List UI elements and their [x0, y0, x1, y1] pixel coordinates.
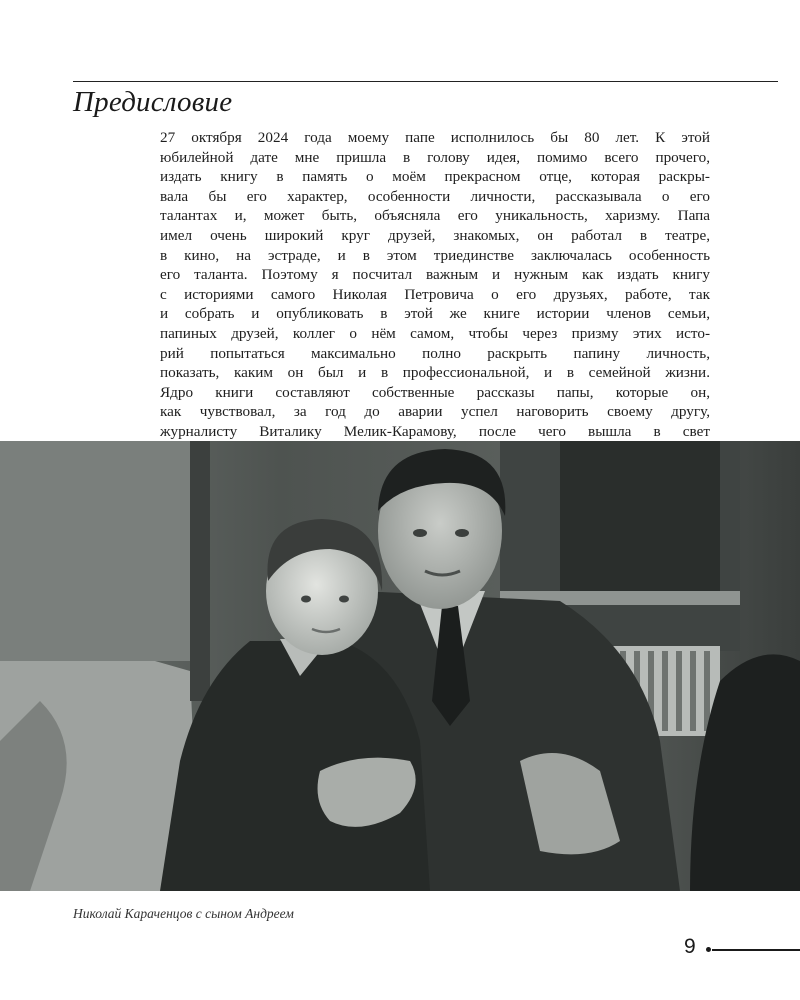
body-line: показать, каким он был и в профессиональной, и в семейной жизни. — [160, 364, 710, 382]
body-line: Ядро книги составляют собственные рассказы папы, которые он, — [160, 383, 710, 401]
body-line: его таланта. Поэтому я посчитал важным и нужным как издать книгу — [160, 266, 710, 284]
body-line: журналисту Виталику Мелик-Карамову, после чего вышла в свет — [160, 422, 710, 440]
page-number-dot — [706, 947, 711, 952]
body-line: с историями самого Николая Петровича о его друзьях, работе, так — [160, 285, 710, 303]
body-line: юбилейной дате мне пришла в голову идея, помимо всего прочего, — [160, 148, 710, 166]
body-line: 27 октября 2024 года моему папе исполнилось бы 80 лет. К этой — [160, 129, 710, 146]
page-number-rule — [712, 949, 800, 951]
photo-caption: Николай Караченцов с сыном Андреем — [73, 906, 294, 921]
body-line: имел очень широкий круг друзей, знакомых, он работал в театре, — [160, 226, 710, 244]
body-line: как чувствовал, за год до аварии успел наговорить своему другу, — [160, 403, 710, 421]
window-pane — [560, 441, 720, 591]
body-line: издать книгу в память о моём прекрасном отце, которая раскры- — [160, 168, 710, 186]
body-text — [160, 128, 710, 442]
body-line: вала бы его характер, особенности личности, рассказывала о его — [160, 187, 710, 205]
page-number: 9 — [684, 935, 696, 958]
photo-father-and-son — [0, 441, 800, 891]
left-wall — [0, 441, 200, 661]
body-line: и собрать и опубликовать в этой же книге истории членов семьи, — [160, 305, 710, 323]
body-line: в кино, на эстраде, и в этом триединстве заключалась особенность — [160, 246, 710, 264]
body-line: папиных друзей, коллег о нём самом, чтобы через призму этих исто- — [160, 324, 710, 342]
body-line: рий попытаться максимально полно раскрыть папину личность, — [160, 344, 710, 362]
top-rule — [73, 81, 778, 82]
chapter-title: Предисловие — [73, 86, 233, 118]
photo-illustration — [0, 441, 800, 891]
body-line: талантах и, может быть, объясняла его уникальность, харизму. Папа — [160, 207, 710, 225]
